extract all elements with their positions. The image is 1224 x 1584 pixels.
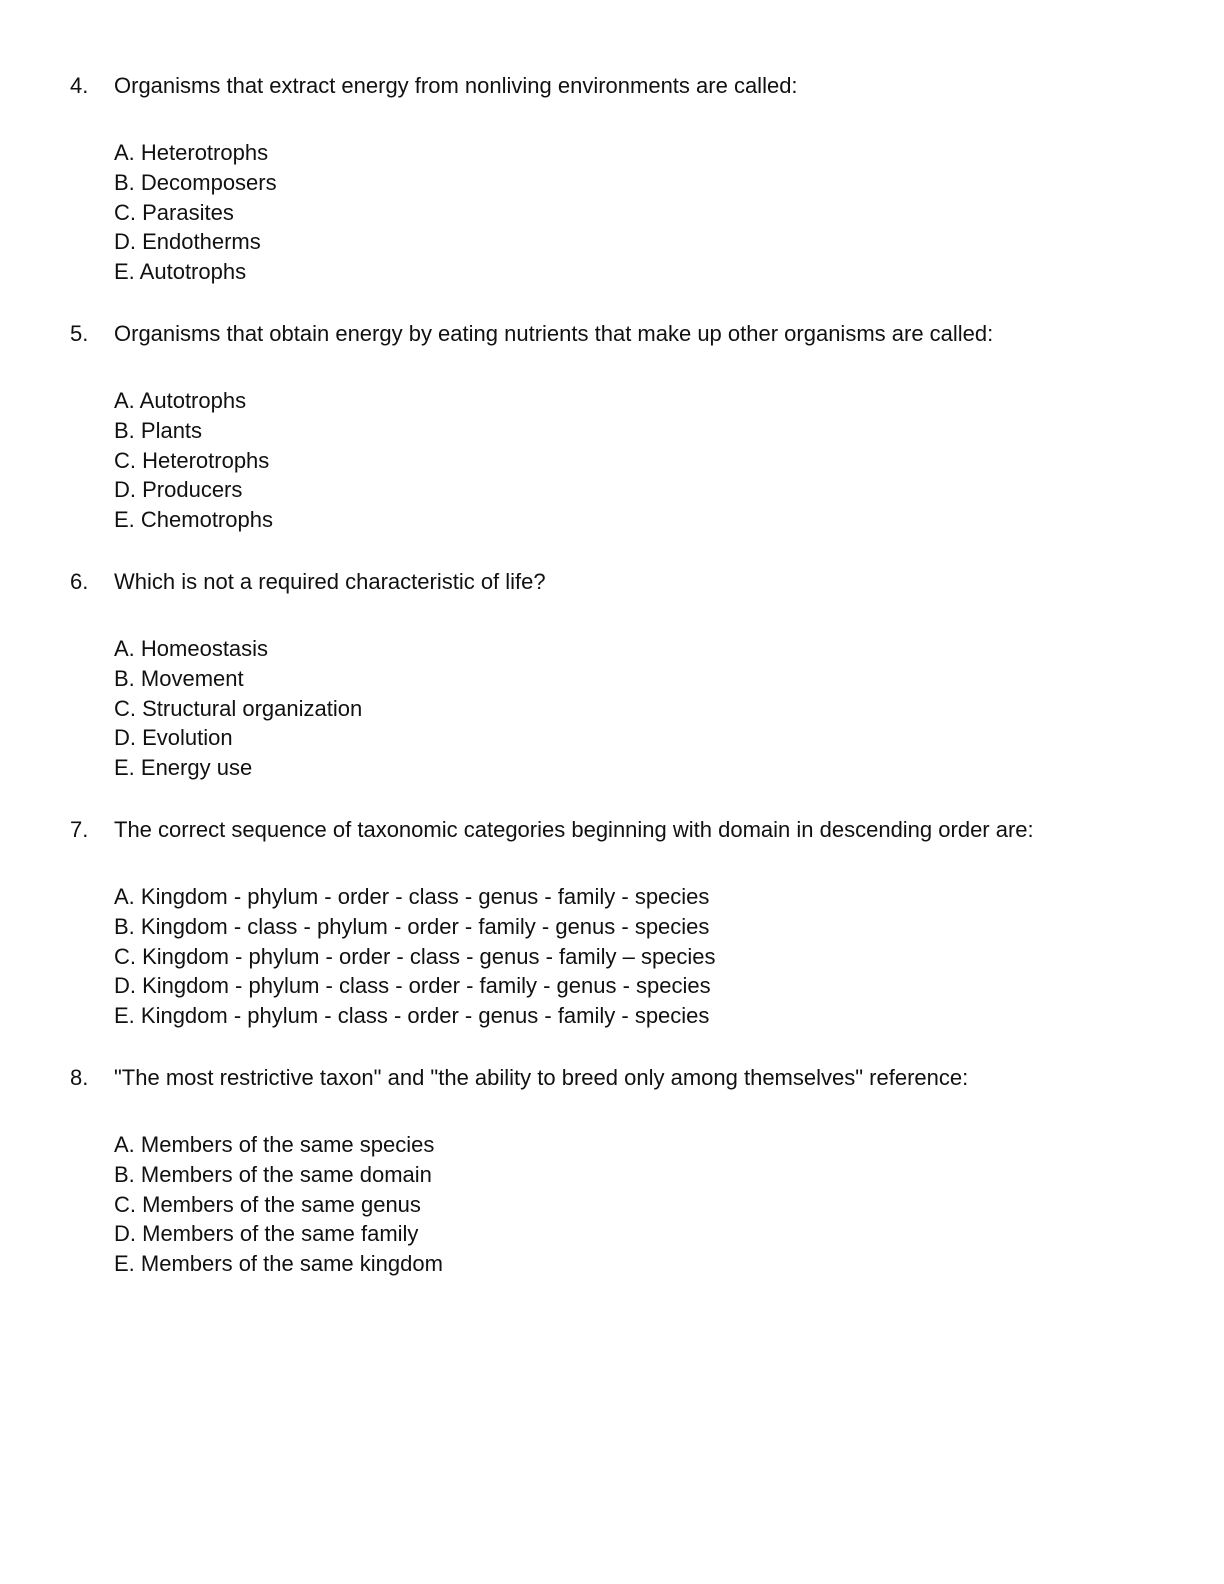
- answer-option: A. Homeostasis: [114, 636, 269, 661]
- question-number: 6.: [70, 569, 89, 594]
- question-stem: [70, 319, 1170, 349]
- answer-option: D. Kingdom - phylum - class - order - family - genus - species: [114, 973, 711, 999]
- answer-option: E. Kingdom - phylum - class - order - genus - family - species: [114, 1003, 710, 1028]
- answer-options: [114, 882, 716, 1031]
- question-number: 5.: [70, 321, 89, 346]
- answer-option: D. Evolution: [114, 725, 233, 751]
- question-stem: [70, 1063, 1170, 1093]
- question-number: 4.: [70, 73, 89, 98]
- question-5: [70, 319, 1170, 532]
- answer-option: E. Members of the same kingdom: [114, 1251, 443, 1276]
- answer-option: D. Endotherms: [114, 229, 261, 255]
- question-text: Organisms that extract energy from nonliving environments are called:: [114, 73, 798, 98]
- question-number: 7.: [70, 817, 89, 842]
- answer-option: B. Decomposers: [114, 169, 277, 195]
- answer-options: [114, 386, 273, 535]
- answer-option: E. Chemotrophs: [114, 507, 273, 532]
- answer-options: [114, 634, 362, 783]
- question-stem: [70, 71, 1170, 101]
- answer-option: C. Structural organization: [114, 695, 363, 721]
- answer-option: C. Kingdom - phylum - order - class - genus - family – species: [114, 943, 716, 969]
- question-text: Which is not a required characteristic of life?: [114, 569, 546, 594]
- answer-options: [114, 138, 277, 287]
- answer-option: A. Members of the same species: [114, 1132, 435, 1157]
- question-6: [70, 567, 1170, 780]
- question-4: [70, 71, 1170, 284]
- answer-option: A. Heterotrophs: [114, 140, 269, 165]
- answer-option: D. Members of the same family: [114, 1221, 419, 1247]
- question-text: "The most restrictive taxon" and "the ability to breed only among themselves" reference:: [114, 1065, 969, 1090]
- answer-option: A. Kingdom - phylum - order - class - genus - family - species: [114, 884, 710, 909]
- answer-option: C. Parasites: [114, 199, 234, 225]
- answer-options: [114, 1130, 443, 1279]
- answer-option: B. Members of the same domain: [114, 1161, 432, 1187]
- question-number: 8.: [70, 1065, 89, 1090]
- answer-option: C. Members of the same genus: [114, 1191, 421, 1217]
- answer-option: D. Producers: [114, 477, 243, 503]
- question-8: [70, 1063, 1170, 1276]
- answer-option: C. Heterotrophs: [114, 447, 270, 473]
- question-stem: [70, 815, 1170, 845]
- answer-option: B. Plants: [114, 417, 203, 443]
- answer-option: A. Autotrophs: [114, 388, 247, 413]
- answer-option: E. Autotrophs: [114, 259, 247, 284]
- question-text: Organisms that obtain energy by eating nutrients that make up other organisms are called:: [114, 321, 994, 346]
- answer-option: B. Movement: [114, 665, 244, 691]
- question-text: The correct sequence of taxonomic categories beginning with domain in descending order are:: [114, 817, 1034, 842]
- answer-option: E. Energy use: [114, 755, 253, 780]
- question-7: [70, 815, 1170, 1028]
- question-stem: [70, 567, 1170, 597]
- answer-option: B. Kingdom - class - phylum - order - family - genus - species: [114, 913, 710, 939]
